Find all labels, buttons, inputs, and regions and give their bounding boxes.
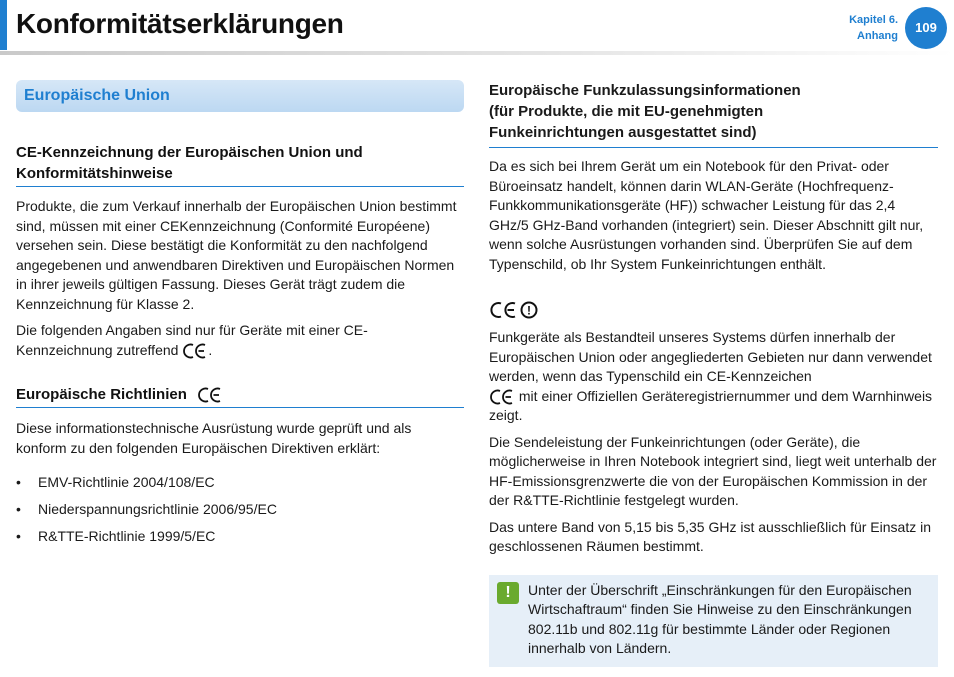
richtlinien-heading — [16, 384, 464, 408]
funk-usage-text-b: mit einer Offiziellen Geräteregistriernummer und dem Warnhinweis zeigt. — [489, 387, 933, 423]
header-divider — [0, 51, 954, 55]
list-item-text: R&TTE-Richtlinie 1999/5/EC — [38, 528, 216, 544]
funk-usage-text-a: Funkgeräte als Bestandteil unseres Systems dürfen innerhalb der Europäischen Union oder angegliederten Gebieten nur dann verwendet werden, wenn das Typenschild ein CE-Kennzeichen — [489, 329, 932, 384]
bullet-icon: • — [16, 501, 21, 517]
funk-heading-line-3: Funkeinrichtungen ausgestattet sind) — [489, 124, 757, 141]
richtlinien-heading-text: Europäische Richtlinien — [16, 386, 187, 403]
chapter-label — [849, 12, 898, 44]
note-text: Unter der Überschrift „Einschränkungen für den Europäischen Wirtschaftraum“ finden Sie Hinweise zu den Einschränkungen 802.11b und 802.11g für bestimmte Länder oder Regionen innerhalb von Ländern. — [528, 581, 912, 656]
ce-mark-icon — [489, 301, 519, 319]
ce-paragraph: Produkte, die zum Verkauf innerhalb der Europäischen Union bestimmt sind, müssen mit einer CEKennzeichnung (Conformité Européene) versehen sein. Diese bestätigt die Konformität zu den nachfolgend angegebenen und anwendbaren Direktiven und Europäischen Normen in ihrer jeweils gültigen Fassung. Dieses Gerät trägt zudem die Kennzeichnung für Klasse 2. — [16, 198, 457, 312]
band-paragraph: Das untere Band von 5,15 bis 5,35 GHz ist ausschließlich für Einsatz in geschlossenen Räumen bestimmt. — [489, 518, 931, 554]
alert-glyph: ! — [527, 303, 531, 318]
ce-mark-icon — [182, 343, 208, 359]
chapter-line-2: Anhang — [857, 30, 898, 42]
richtlinien-paragraph: Diese informationstechnische Ausrüstung wurde geprüft und als konform zu den folgenden Europäischen Direktiven erklärt: — [16, 420, 412, 456]
ce-alert-mark — [489, 300, 938, 320]
ce-applicability-period: . — [208, 341, 213, 358]
funk-paragraph: Da es sich bei Ihrem Gerät um ein Notebook für den Privat- oder Büroeinsatz handelt, können darin WLAN-Geräte (Hochfrequenz-Funkkommunikationsgeräte (HF)) schwacher Leistung für das 2,4 GHz/5 GHz-Band vorhanden (integriert) sein. Dieser Abschnitt gilt nur, wenn solche Ausrüstungen vorhanden sind. Überprüfen Sie auf dem Typenschild, ob Ihr System Funkeinrichtungen enthält. — [489, 158, 924, 272]
ce-applicability-text: Die folgenden Angaben sind nur für Geräte mit einer CE-Kennzeichnung zutreffend — [16, 322, 368, 358]
funk-usage-paragraph — [489, 328, 938, 426]
bullet-icon: • — [16, 528, 21, 544]
header-accent-bar — [0, 0, 7, 50]
exclamation-icon: ! — [497, 582, 519, 604]
list-item — [16, 527, 464, 545]
funk-heading-line-2: (für Produkte, die mit EU-genehmigten — [489, 103, 764, 120]
page-title: Konformitätserklärungen — [16, 8, 344, 39]
left-column — [16, 80, 464, 554]
alert-circle-icon — [520, 301, 538, 319]
list-item-text: EMV-Richtlinie 2004/108/EC — [38, 474, 215, 490]
directive-list — [16, 473, 464, 545]
section-title-bar: Europäische Union — [16, 80, 464, 112]
list-item-text: Niederspannungsrichtlinie 2006/95/EC — [38, 501, 277, 517]
note-box — [489, 575, 938, 667]
ce-applicability-paragraph — [16, 321, 464, 360]
ce-mark-icon — [197, 387, 223, 403]
list-item — [16, 473, 464, 491]
funk-heading-line-1: Europäische Funkzulassungsinformationen — [489, 82, 801, 99]
page-number-badge: 109 — [905, 7, 947, 49]
bullet-icon: • — [16, 474, 21, 490]
power-paragraph: Die Sendeleistung der Funkeinrichtungen (oder Geräte), die möglicherweise in Ihren Notebook integriert sind, liegt weit unterhalb der HF-Emissionsgrenzwerte die von der Europäischen Kommission in der der R&TTE-Richtlinie festgelegt wurden. — [489, 433, 937, 508]
funk-heading — [489, 80, 938, 148]
right-column — [489, 80, 938, 667]
chapter-line-1: Kapitel 6. — [849, 14, 898, 26]
ce-mark-icon — [489, 389, 515, 405]
ce-heading: CE-Kennzeichnung der Europäischen Union und Konformitätshinweise — [16, 142, 464, 187]
list-item — [16, 500, 464, 518]
